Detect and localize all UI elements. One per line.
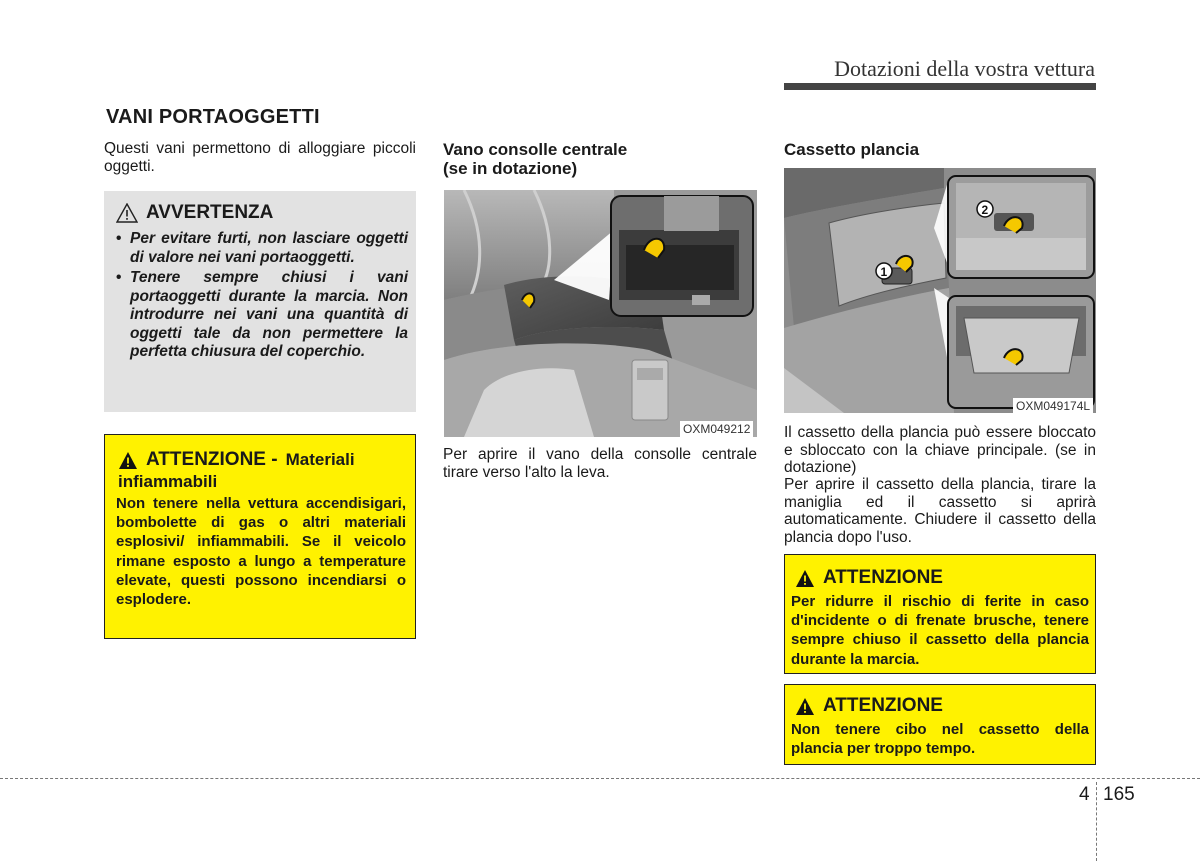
caution-title-sub: Materiali xyxy=(285,450,355,469)
glovebox-text-2: Per aprire il cassetto della plancia, tirare la maniglia ed il cassetto si aprirà automaticamente. Chiudere il cassetto della plancia dopo l'uso. xyxy=(784,476,1096,546)
caution-title: ATTENZIONE xyxy=(823,567,943,588)
warning-triangle-icon xyxy=(116,203,138,223)
warning-heading xyxy=(116,202,273,224)
caution-box-food xyxy=(784,684,1096,765)
caution-title: ATTENZIONE xyxy=(823,695,943,716)
caution-heading xyxy=(795,695,943,717)
section-title: VANI PORTAOGGETTI xyxy=(106,106,320,128)
intro-text: Questi vani permettono di alloggiare piccoli oggetti. xyxy=(104,140,416,175)
glovebox-image xyxy=(784,168,1096,413)
console-text: Per aprire il vano della consolle centrale tirare verso l'alto la leva. xyxy=(443,446,757,481)
caution-box-flammable xyxy=(104,434,416,639)
glovebox-text-1: Il cassetto della plancia può essere bloccato e sbloccato con la chiave principale. (se in dotazione) xyxy=(784,424,1096,476)
page-number: 165 xyxy=(1103,784,1135,805)
warning-bullet: • Tenere sempre chiusi i vani portaoggetti durante la marcia. Non introdurre nei vani una quantità di oggetti tale da non permettere la perfetta chiusura del coperchio. xyxy=(116,269,408,362)
console-heading xyxy=(443,140,757,178)
glovebox-image-caption: OXM049174L xyxy=(1013,398,1093,414)
console-image xyxy=(444,190,757,437)
console-illustration xyxy=(444,190,757,437)
caution-text: Per ridurre il rischio di ferite in caso d'incidente o di frenate brusche, tenere sempre chiuso il cassetto della plancia durante la marcia. xyxy=(791,593,1089,668)
warning-box xyxy=(104,191,416,412)
running-header: Dotazioni della vostra vettura xyxy=(834,56,1095,81)
caution-triangle-icon xyxy=(118,451,138,470)
console-image-caption: OXM049212 xyxy=(680,421,753,437)
caution-text: Non tenere cibo nel cassetto della plancia per troppo tempo. xyxy=(791,721,1089,758)
glovebox-illustration xyxy=(784,168,1096,413)
caution-text: Non tenere nella vettura accendisigari, bombolette di gas o altri materiali esplosivi/ infiammabili. Se il veicolo rimane esposto a lungo a temperature elevate, questi possono incendiarsi o esplodere. xyxy=(116,495,406,609)
caution-heading xyxy=(795,567,943,589)
callout-1: 1 xyxy=(880,265,888,279)
caution-title-main: ATTENZIONE - xyxy=(146,449,278,470)
warning-bullet: • Per evitare furti, non lasciare oggetti di valore nei vani portaoggetti. xyxy=(116,230,408,267)
console-heading-line2: (se in dotazione) xyxy=(443,159,578,178)
warning-title: AVVERTENZA xyxy=(146,202,274,223)
caution-box-glovebox-closed xyxy=(784,554,1096,674)
caution-triangle-icon xyxy=(795,697,815,716)
glovebox-heading: Cassetto plancia xyxy=(784,140,920,159)
header-rule xyxy=(784,83,1096,90)
footer-dashed-divider xyxy=(1096,782,1097,861)
warning-list xyxy=(116,230,408,364)
console-heading-line1: Vano consolle centrale xyxy=(443,140,628,159)
caution-heading xyxy=(118,449,408,492)
footer-dashed-rule xyxy=(0,778,1200,779)
callout-2: 2 xyxy=(981,203,989,217)
caution-triangle-icon xyxy=(795,569,815,588)
caution-title-line2: infiammabili xyxy=(118,472,218,491)
chapter-number: 4 xyxy=(1079,784,1090,805)
